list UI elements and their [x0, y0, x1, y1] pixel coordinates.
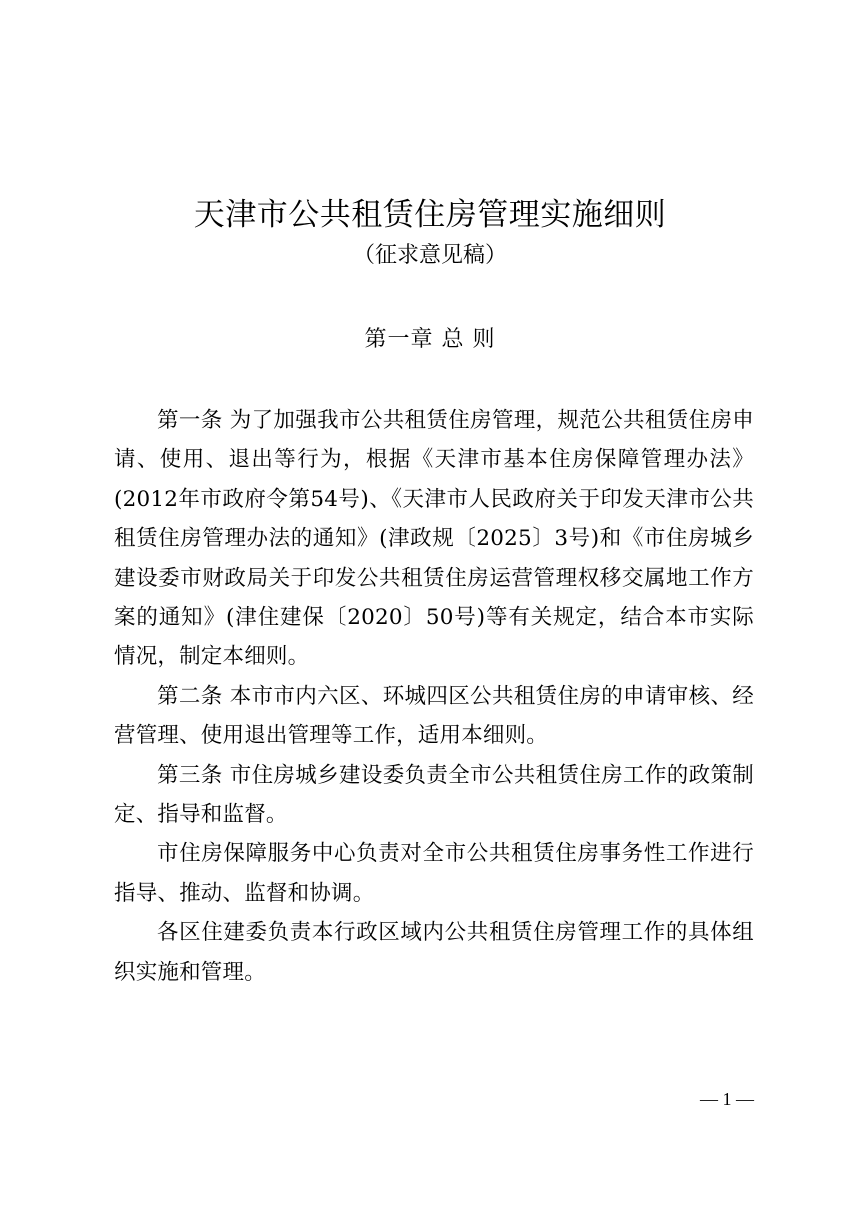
paragraph-housing-center: 市住房保障服务中心负责对全市公共租赁住房事务性工作进行指导、推动、监督和协调。 — [114, 841, 754, 906]
document-title: 天津市公共租赁住房管理实施细则 — [193, 197, 667, 233]
paragraph-article-2: 第二条 本市市内六区、环城四区公共租赁住房的申请审核、经营管理、使用退出管理等工作，适用本细则。 — [114, 683, 754, 749]
chapter-heading: 第一章 总 则 — [364, 327, 496, 352]
paragraph-district-committee: 各区住建委负责本行政区域内公共租赁住房管理工作的具体组织实施和管理。 — [114, 920, 754, 985]
page-number: — 1 — — [700, 1089, 754, 1109]
document-subtitle: （征求意见稿） — [352, 243, 507, 268]
paragraph-article-1: 第一条 为了加强我市公共租赁住房管理，规范公共租赁住房申请、使用、退出等行为，根据《天津市基本住房保障管理办法》(2012年市政府令第54号)、《天津市人民政府关于印发天津市公共租赁住房管理办法的通知》(津政规〔2025〕3号)和《市住房城乡建设委市财政局关于印发公共租赁住房运营管理权移交属地工作方案的通知》(津住建保〔2020〕50号)等有关规定，结合本市实际情况，制定本细则。 — [114, 408, 754, 670]
document-body — [114, 401, 754, 992]
paragraph-article-3: 第三条 市住房城乡建设委负责全市公共租赁住房工作的政策制定、指导和监督。 — [114, 762, 754, 828]
